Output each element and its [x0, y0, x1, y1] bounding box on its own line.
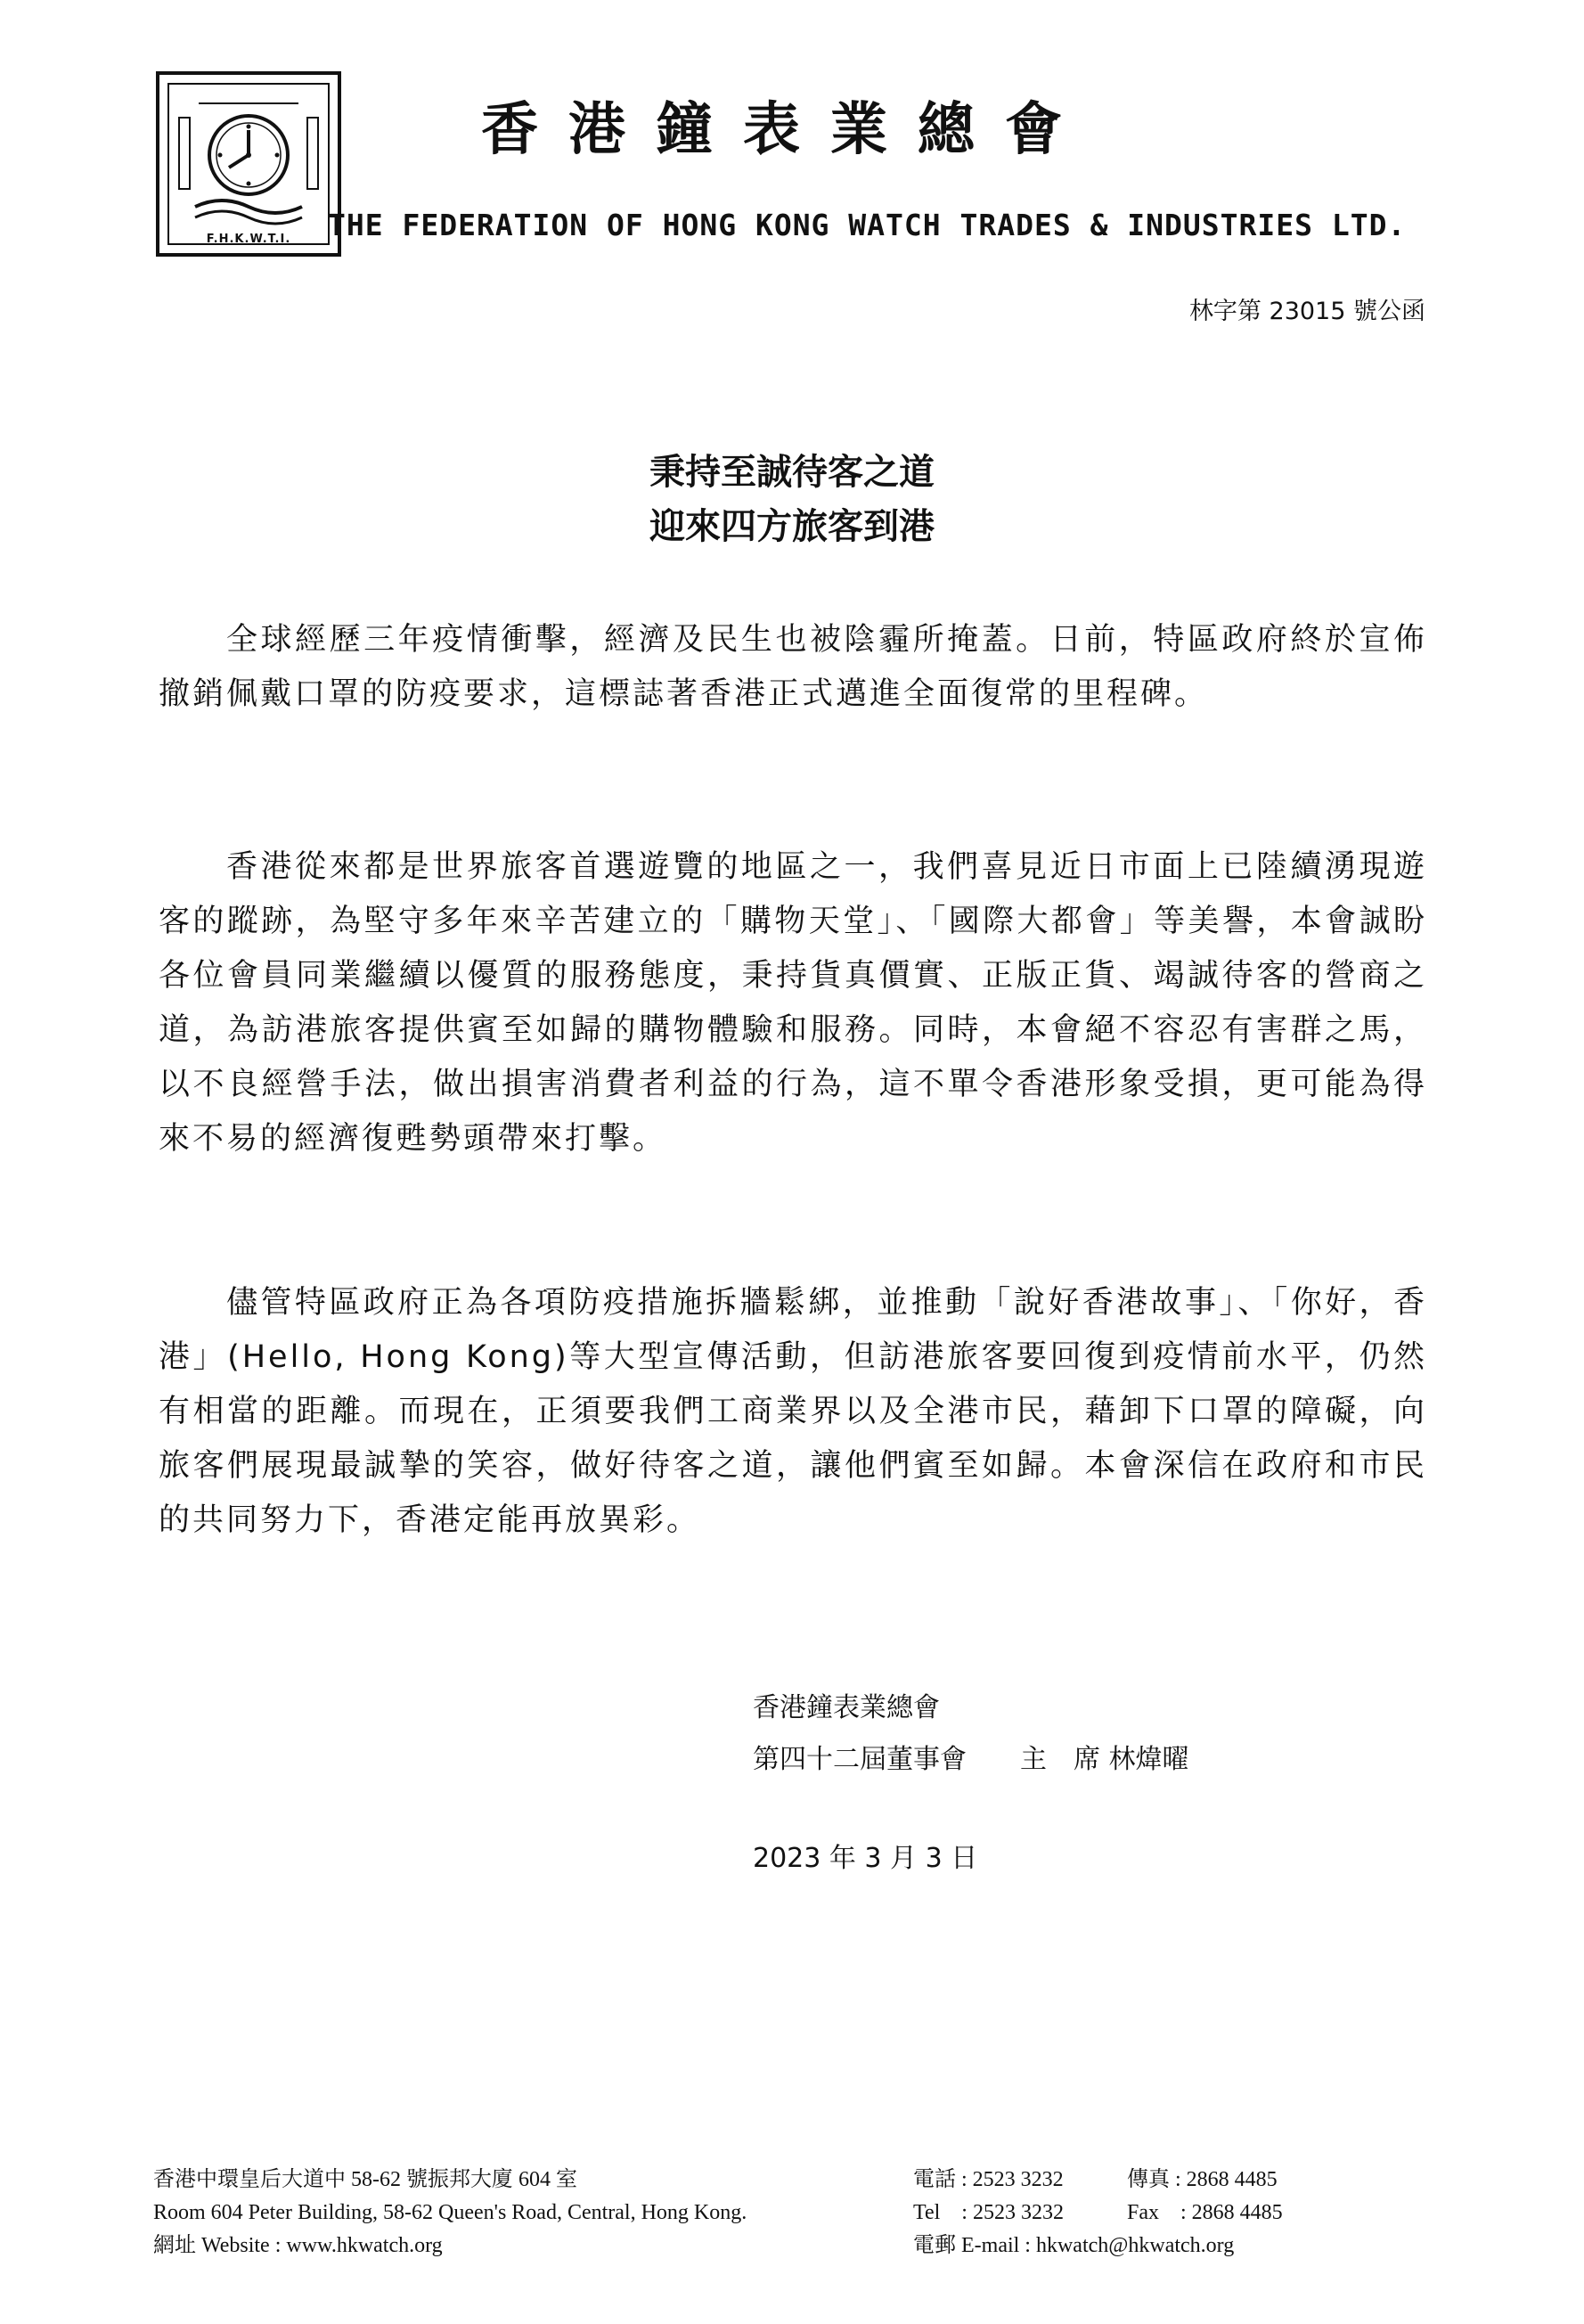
letter-title-line-1: 秉持至誠待客之道: [649, 452, 935, 493]
footer-website: 網址 Website : www.hkwatch.org: [153, 2234, 443, 2257]
footer-contact-block: [913, 2164, 1283, 2263]
clock-emblem-icon: [159, 75, 338, 253]
footer-email: 電郵 E-mail : hkwatch@hkwatch.org: [913, 2234, 1235, 2257]
footer-phone-fax-chinese: [913, 2164, 1283, 2197]
body-paragraph-1: 全球經歷三年疫情衝擊，經濟及民生也被陰霾所掩蓋。日前，特區政府終於宣佈撤銷佩戴口罩的防疫要求，這標誌著香港正式邁進全面復常的里程碑。: [159, 622, 1427, 712]
footer-fax-zh: 傳真 : 2868 4485: [1127, 2168, 1278, 2191]
body-paragraph-3: 儘管特區政府正為各項防疫措施拆牆鬆綁，並推動「說好香港故事」、「你好，香港」(Hello, Hong Kong)等大型宣傳活動，但訪港旅客要回復到疫情前水平，仍然有相當的距離。而現在，正須要我們工商業界以及全港市民，藉卸下口罩的障礙，向旅客們展現最誠摯的笑容，做好待客之道，讓他們賓至如歸。本會深信在政府和市民的共同努力下，香港定能再放異彩。: [159, 1285, 1427, 1538]
footer-fax-en: Fax : 2868 4485: [1127, 2201, 1283, 2224]
footer-phone-fax-english: [913, 2197, 1283, 2230]
letter-date: 2023 年 3 月 3 日: [753, 1843, 978, 1874]
body-paragraph-2: 香港從來都是世界旅客首選遊覽的地區之一，我們喜見近日市面上已陸續湧現遊客的蹤跡，為堅守多年來辛苦建立的「購物天堂」、「國際大都會」等美譽，本會誠盼各位會員同業繼續以優質的服務態度，秉持貨真價實、正版正貨、竭誠待客的營商之道，為訪港旅客提供賓至如歸的購物體驗和服務。同時，本會絕不容忍有害群之馬，以不良經營手法，做出損害消費者利益的行為，這不單令香港形象受損，更可能為得來不易的經濟復甦勢頭帶來打擊。: [159, 849, 1427, 1157]
reference-number: 林字第 23015 號公函: [1188, 298, 1425, 325]
signature-organization: 香港鐘表業總會: [753, 1692, 940, 1723]
footer-address-chinese: 香港中環皇后大道中 58-62 號振邦大廈 604 室: [153, 2168, 577, 2191]
footer-tel-en: Tel : 2523 3232: [913, 2201, 1064, 2224]
organization-name-chinese: 香港鐘表業總會: [481, 96, 1092, 163]
federation-logo: [156, 71, 341, 257]
letter-title-line-2: 迎來四方旅客到港: [649, 506, 935, 547]
organization-name-english: THE FEDERATION OF HONG KONG WATCH TRADES & INDUSTRIES LTD.: [328, 208, 1407, 242]
footer-address-block: [153, 2164, 747, 2263]
logo-abbreviation: F.H.K.W.T.I.: [206, 233, 291, 246]
signature-chairman: 第四十二屆董事會 主 席 林煒曜: [753, 1744, 1189, 1775]
footer-tel-zh: 電話 : 2523 3232: [913, 2168, 1064, 2191]
footer-address-english: Room 604 Peter Building, 58-62 Queen's Road, Central, Hong Kong.: [153, 2201, 747, 2224]
